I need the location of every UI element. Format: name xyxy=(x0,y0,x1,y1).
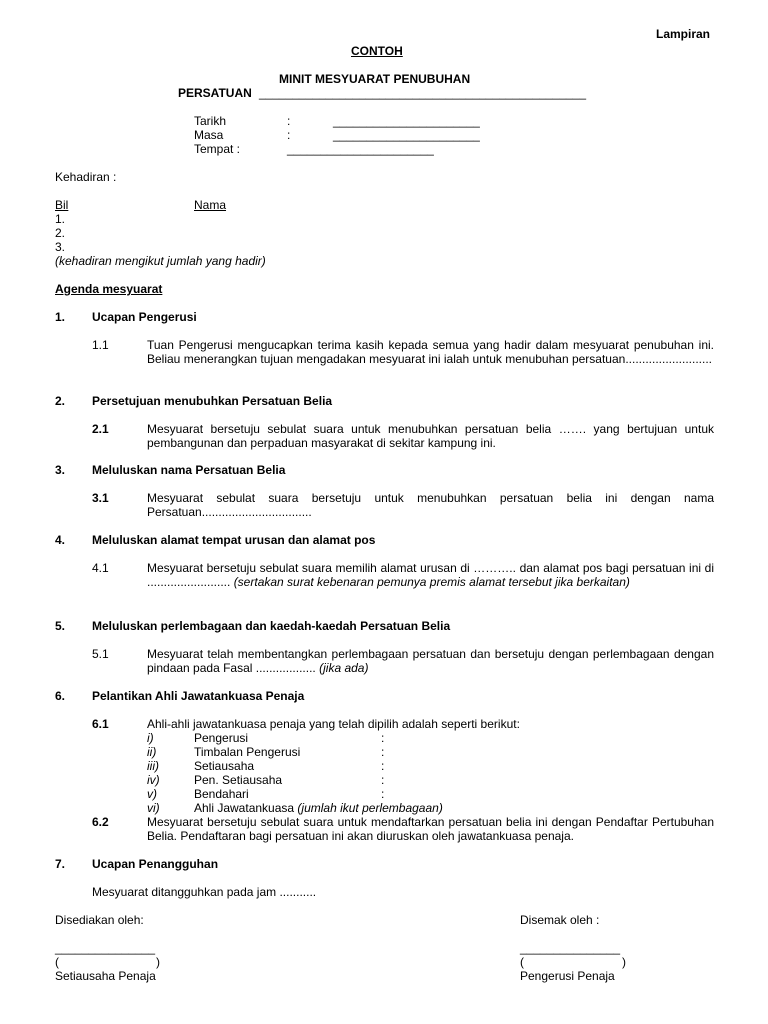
position-colon: : xyxy=(381,773,385,787)
item-text-note: (sertakan surat kebenaran pemunya premis alamat tersebut jika berkaitan) xyxy=(233,575,630,589)
position-label: Bendahari xyxy=(194,787,249,801)
position-label: Ahli Jawatankuasa xyxy=(194,801,295,815)
bil-header: Bil xyxy=(55,198,69,212)
item-text-note: (jika ada) xyxy=(319,661,369,675)
section-title: Pelantikan Ahli Jawatankuasa Penaja xyxy=(92,689,305,703)
position-number: i) xyxy=(147,731,154,745)
reviewed-by-label: Disemak oleh : xyxy=(520,913,600,927)
tarikh-colon: : xyxy=(287,114,291,128)
reviewed-by-paren-open: ( xyxy=(520,955,524,969)
prepared-by-signature-line: _______________ xyxy=(55,941,156,955)
attendance-row-number: 3. xyxy=(55,240,66,254)
masa-colon: : xyxy=(287,128,291,142)
item-text: Tuan Pengerusi mengucapkan terima kasih kepada semua yang hadir dalam mesyuarat penubuhan ini. Beliau menerangkan tujuan mengadakan mesyuarat ini ialah untuk menubuhan persatuan.......................... xyxy=(147,338,714,366)
item-text: Mesyuarat ditangguhkan pada jam ........... xyxy=(92,885,317,899)
tarikh-label: Tarikh xyxy=(194,114,227,128)
position-number: iv) xyxy=(147,773,160,787)
section-number: 7. xyxy=(55,857,66,871)
prepared-by-label: Disediakan oleh: xyxy=(55,913,144,927)
reviewed-by-signature-line: _______________ xyxy=(520,941,621,955)
position-colon: : xyxy=(381,759,385,773)
persatuan-label: PERSATUAN xyxy=(178,86,252,100)
masa-label: Masa xyxy=(194,128,224,142)
position-number: ii) xyxy=(147,745,157,759)
item-number: 4.1 xyxy=(92,561,109,575)
section-number: 4. xyxy=(55,533,66,547)
attendance-note: (kehadiran mengikut jumlah yang hadir) xyxy=(55,254,266,268)
item-text xyxy=(147,647,714,675)
masa-line: ______________________ xyxy=(333,128,480,142)
kehadiran-label: Kehadiran : xyxy=(55,170,117,184)
section-number: 5. xyxy=(55,619,66,633)
item-text xyxy=(147,561,714,589)
attendance-row-number: 2. xyxy=(55,226,66,240)
document-title: MINIT MESYUARAT PENUBUHAN xyxy=(279,72,471,86)
prepared-by-paren-close: ) xyxy=(156,955,160,969)
section-number: 6. xyxy=(55,689,66,703)
position-number: v) xyxy=(147,787,157,801)
item-number: 1.1 xyxy=(92,338,109,352)
item-text: Ahli-ahli jawatankuasa penaja yang telah dipilih adalah seperti berikut: xyxy=(147,717,520,731)
item-number: 6.1 xyxy=(92,717,109,731)
section-title: Ucapan Pengerusi xyxy=(92,310,197,324)
position-label: Setiausaha xyxy=(194,759,255,773)
item-text-main: Mesyuarat telah membentangkan perlembagaan persatuan dan bersetuju dengan perlembagaan dengan pindaan pada Fasal .................. xyxy=(147,647,714,675)
item-number: 2.1 xyxy=(92,422,109,436)
position-colon: : xyxy=(381,731,385,745)
reviewed-by-paren-close: ) xyxy=(622,955,626,969)
prepared-by-role: Setiausaha Penaja xyxy=(55,969,156,983)
item-text: Mesyuarat bersetuju sebulat suara untuk mendaftarkan persatuan belia ini dengan Pendaftar Pertubuhan Belia. Pendaftaran bagi persatuan ini akan diuruskan oleh jawatankuasa penaja. xyxy=(147,815,714,843)
position-label: Timbalan Pengerusi xyxy=(194,745,301,759)
section-title: Ucapan Penangguhan xyxy=(92,857,219,871)
persatuan-name-line: _________________________________________________ xyxy=(259,86,587,100)
position-colon: : xyxy=(381,787,385,801)
contoh-heading: CONTOH xyxy=(351,44,403,58)
section-title: Persetujuan menubuhkan Persatuan Belia xyxy=(92,394,333,408)
position-label: Pengerusi xyxy=(194,731,249,745)
position-label: Pen. Setiausaha xyxy=(194,773,283,787)
section-number: 1. xyxy=(55,310,66,324)
reviewed-by-role: Pengerusi Penaja xyxy=(520,969,615,983)
position-label-line xyxy=(194,801,443,815)
section-title: Meluluskan nama Persatuan Belia xyxy=(92,463,286,477)
item-text: Mesyuarat bersetuju sebulat suara untuk menubuhkan persatuan belia ……. yang bertujuan untuk pembangunan dan perpaduan masyarakat di sekitar kampung ini. xyxy=(147,422,714,450)
section-number: 2. xyxy=(55,394,66,408)
item-text: Mesyuarat sebulat suara bersetuju untuk menubuhkan persatuan belia ini dengan nama Persatuan................................. xyxy=(147,491,714,519)
position-number: iii) xyxy=(147,759,159,773)
tempat-line: ______________________ xyxy=(287,142,434,156)
tempat-label: Tempat : xyxy=(194,142,241,156)
lampiran-label: Lampiran xyxy=(656,27,711,41)
item-number: 5.1 xyxy=(92,647,109,661)
position-note: (jumlah ikut perlembagaan) xyxy=(297,801,443,815)
attendance-row-number: 1. xyxy=(55,212,66,226)
item-number: 3.1 xyxy=(92,491,109,505)
tarikh-line: ______________________ xyxy=(333,114,480,128)
prepared-by-paren-open: ( xyxy=(55,955,59,969)
section-number: 3. xyxy=(55,463,66,477)
item-number: 6.2 xyxy=(92,815,109,829)
section-title: Meluluskan perlembagaan dan kaedah-kaedah Persatuan Belia xyxy=(92,619,451,633)
agenda-heading: Agenda mesyuarat xyxy=(55,282,163,296)
position-colon: : xyxy=(381,745,385,759)
nama-header: Nama xyxy=(194,198,227,212)
position-number: vi) xyxy=(147,801,160,815)
section-title: Meluluskan alamat tempat urusan dan alamat pos xyxy=(92,533,376,547)
item-text-main: Mesyuarat bersetuju sebulat suara memilih alamat urusan di ……….. dan alamat pos bagi persatuan ini di ......................... xyxy=(147,561,714,589)
